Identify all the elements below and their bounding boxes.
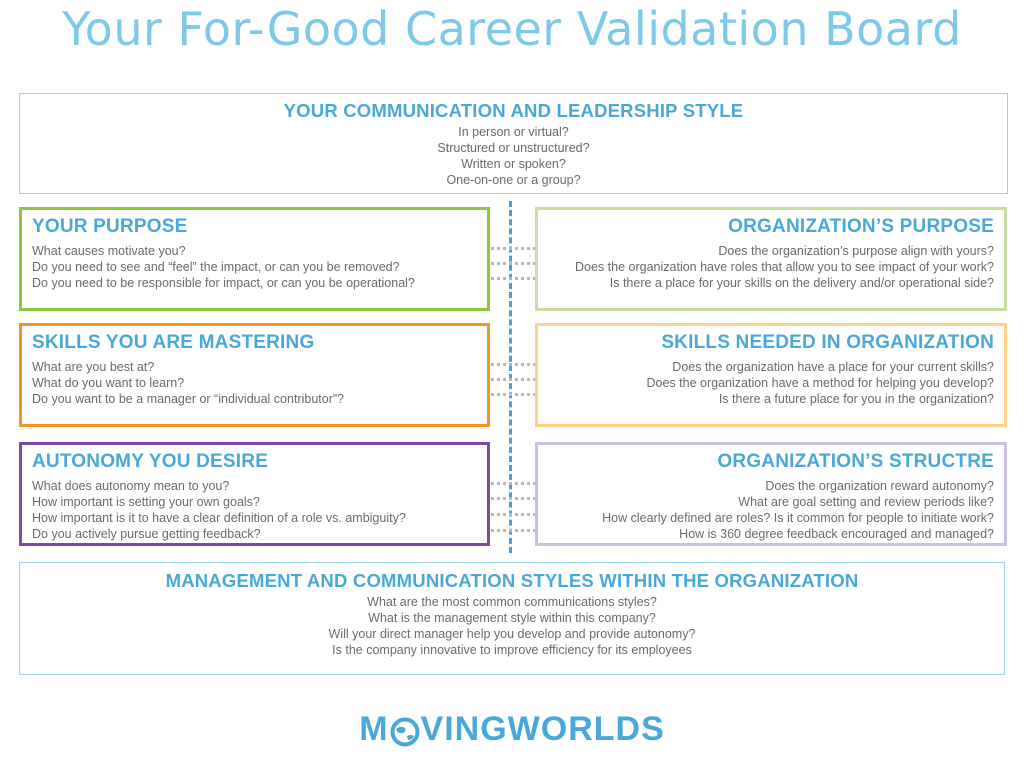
skills-mastering-heading: SKILLS YOU ARE MASTERING [32, 332, 315, 353]
autonomy-line: How important is it to have a clear definition of a role vs. ambiguity? [32, 511, 406, 525]
management-styles-box [19, 562, 1005, 675]
management-line: What are the most common communications styles? [367, 595, 657, 609]
page-title: Your For-Good Career Validation Board [62, 2, 962, 56]
your-purpose-line: Do you need to be responsible for impact, or can you be operational? [32, 276, 415, 290]
skills-mastering-box [19, 323, 490, 427]
org-structure-line: How is 360 degree feedback encouraged and managed? [679, 527, 994, 541]
org-structure-line: Does the organization reward autonomy? [765, 479, 994, 493]
skills-mastering-line: What do you want to learn? [32, 376, 185, 390]
logo-text-start: M [359, 710, 389, 748]
your-purpose-box [19, 207, 490, 311]
globe-icon [390, 717, 420, 747]
management-heading: MANAGEMENT AND COMMUNICATION STYLES WITHIN THE ORGANIZATION [165, 570, 859, 591]
movingworlds-logo [0, 710, 1024, 749]
skills-needed-box [535, 323, 1007, 427]
center-divider [509, 201, 512, 553]
org-structure-line: How clearly defined are roles? Is it common for people to initiate work? [602, 511, 994, 525]
autonomy-line: What does autonomy mean to you? [32, 479, 230, 493]
org-structure-heading: ORGANIZATION’S STRUCTRE [717, 451, 994, 472]
management-line: Will your direct manager help you develop and provide autonomy? [328, 627, 696, 641]
management-line: Is the company innovative to improve efficiency for its employees [332, 643, 692, 657]
autonomy-heading: AUTONOMY YOU DESIRE [32, 451, 269, 472]
org-purpose-line: Does the organization have roles that allow you to see impact of your work? [575, 260, 994, 274]
communication-line: One-on-one or a group? [446, 173, 581, 187]
skills-needed-line: Is there a future place for you in the organization? [718, 392, 994, 406]
org-structure-box [535, 442, 1007, 546]
communication-line: Structured or unstructured? [437, 141, 590, 155]
autonomy-line: Do you actively pursue getting feedback? [32, 527, 261, 541]
management-line: What is the management style within this company? [368, 611, 656, 625]
your-purpose-line: What causes motivate you? [32, 244, 186, 258]
skills-needed-line: Does the organization have a place for your current skills? [672, 360, 994, 374]
org-purpose-line: Does the organization’s purpose align with yours? [718, 244, 994, 258]
org-structure-line: What are goal setting and review periods like? [738, 495, 994, 509]
communication-heading: YOUR COMMUNICATION AND LEADERSHIP STYLE [283, 100, 744, 121]
communication-leadership-box [19, 93, 1008, 194]
autonomy-box [19, 442, 490, 546]
skills-needed-line: Does the organization have a method for helping you develop? [646, 376, 994, 390]
communication-line: Written or spoken? [461, 157, 566, 171]
autonomy-line: How important is setting your own goals? [32, 495, 260, 509]
skills-mastering-line: Do you want to be a manager or “individual contributor”? [32, 392, 344, 406]
your-purpose-heading: YOUR PURPOSE [32, 216, 188, 237]
skills-mastering-line: What are you best at? [32, 360, 155, 374]
communication-line: In person or virtual? [458, 125, 569, 139]
org-purpose-line: Is there a place for your skills on the delivery and/or operational side? [609, 276, 994, 290]
org-purpose-heading: ORGANIZATION’S PURPOSE [728, 216, 994, 237]
org-purpose-box [535, 207, 1007, 311]
skills-needed-heading: SKILLS NEEDED IN ORGANIZATION [661, 332, 994, 353]
logo-text-end: VINGWORLDS [420, 710, 665, 748]
your-purpose-line: Do you need to see and “feel” the impact, or can you be removed? [32, 260, 400, 274]
